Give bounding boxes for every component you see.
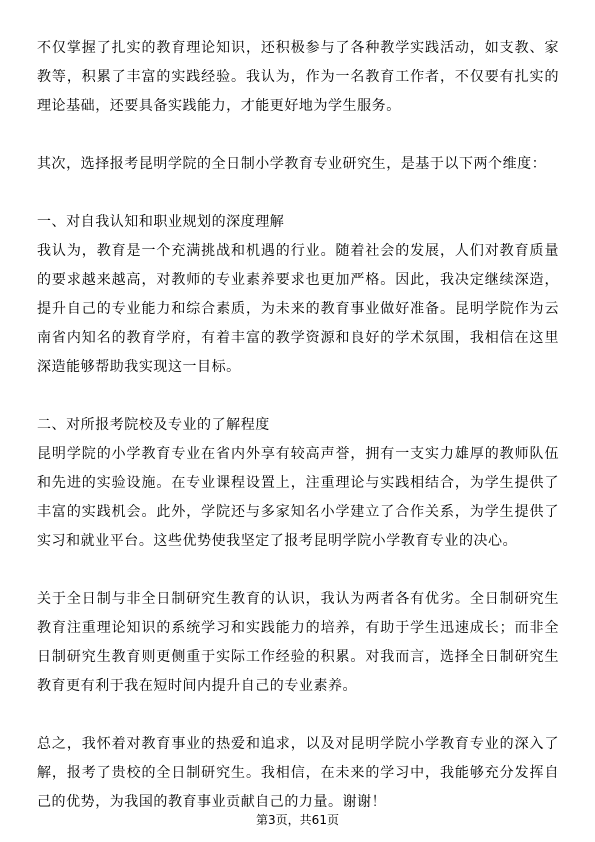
paragraph-conclusion: 总之，我怀着对教育事业的热爱和追求，以及对昆明学院小学教育专业的深入了解，报考了贵校的全日制研究生。我相信，在未来的学习中，我能够充分发挥自己的优势，为我国的教育事业贡献自己的力量。谢谢！ [37, 736, 559, 810]
paragraph-fulltime-vs-parttime: 关于全日制与非全日制研究生教育的认识，我认为两者各有优劣。全日制研究生教育注重理论知识的系统学习和实践能力的培养，有助于学生迅速成长；而非全日制研究生教育则更侧重于实际工作经验的积累。对我而言，选择全日制研究生教育更有利于我在短时间内提升自己的专业素养。 [37, 591, 559, 694]
paragraph-spacer [37, 382, 559, 411]
page-number-footer: 第3页，共61页 [256, 813, 339, 827]
paragraph-spacer [37, 121, 559, 150]
paragraph-spacer [37, 701, 559, 730]
paragraph-practice-experience: 不仅掌握了扎实的教育理论知识，还积极参与了各种教学实践活动，如支教、家教等，积累了丰富的实践经验。我认为，作为一名教育工作者，不仅要有扎实的理论基础，还要具备实践能力，才能更好地为学生服务。 [37, 40, 559, 114]
paragraph-spacer [37, 556, 559, 585]
paragraph-reasons-intro: 其次，选择报考昆明学院的全日制小学教育专业研究生，是基于以下两个维度： [37, 156, 547, 172]
section-heading-self-awareness: 一、对自我认知和职业规划的深度理解 [37, 214, 285, 230]
paragraph-school-understanding: 昆明学院的小学教育专业在省内外享有较高声誉，拥有一支实力雄厚的教师队伍和先进的实验设施。在专业课程设置上，注重理论与实践相结合，为学生提供了丰富的实践机会。此外，学院还与多家知名小学建立了合作关系，为学生提供了实习和就业平台。这些优势使我坚定了报考昆明学院小学教育专业的决心。 [37, 446, 559, 549]
section-heading-school-understanding: 二、对所报考院校及专业的了解程度 [37, 417, 270, 433]
paragraph-self-awareness: 我认为，教育是一个充满挑战和机遇的行业。随着社会的发展，人们对教育质量的要求越来越高，对教师的专业素养要求也更加严格。因此，我决定继续深造，提升自己的专业能力和综合素质，为未来的教育事业做好准备。昆明学院作为云南省内知名的教育学府，有着丰富的教学资源和良好的学术氛围，我相信在这里深造能够帮助我实现这一目标。 [37, 243, 559, 375]
document-body [37, 34, 559, 817]
paragraph-spacer [37, 179, 559, 208]
